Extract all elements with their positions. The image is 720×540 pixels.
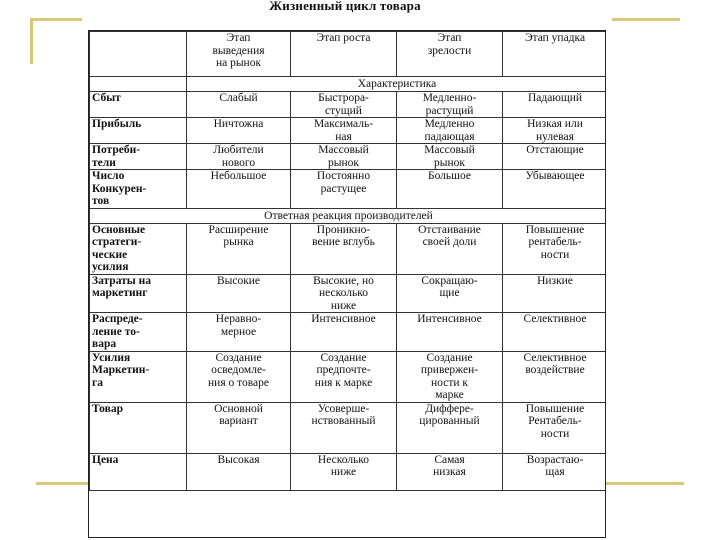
page-title: Жизненный цикл товара — [269, 0, 421, 13]
section-title-characteristics: Характеристика — [187, 77, 607, 92]
corner-decoration-bottom-right — [606, 482, 684, 485]
table-cell: Высокие — [187, 274, 291, 313]
header-cell-decline: Этап упадка — [503, 32, 607, 77]
table-cell: Создание привержен- ности к марке — [397, 351, 503, 402]
table-row — [90, 351, 607, 402]
table-cell: Массовый рынок — [291, 144, 397, 170]
header-row — [90, 32, 607, 77]
table-cell: Медленно- растущий — [397, 92, 503, 118]
table-row — [90, 92, 607, 118]
table-cell: Низкие — [503, 274, 607, 313]
table-cell: Низкая или нулевая — [503, 118, 607, 144]
row-label: Распреде- ление то- вара — [90, 313, 187, 352]
table-cell: Высокая — [187, 453, 291, 490]
table-cell: Ничтожна — [187, 118, 291, 144]
table-cell: Проникно- вение вглубь — [291, 223, 397, 274]
section-title-producer-response: Ответная реакция производителей — [90, 208, 607, 223]
table-cell: Постоянно растущее — [291, 170, 397, 209]
table-cell: Повышение Рентабель- ности — [503, 402, 607, 453]
header-cell-introduction: Этап выведения на рынок — [187, 32, 291, 77]
table-cell: Несколько ниже — [291, 453, 397, 490]
table-cell: Основной вариант — [187, 402, 291, 453]
row-label: Потреби- тели — [90, 144, 187, 170]
corner-decoration-top-right — [612, 18, 680, 21]
table-cell: Расширение рынка — [187, 223, 291, 274]
table-cell: Слабый — [187, 92, 291, 118]
table-cell: Неравно- мерное — [187, 313, 291, 352]
table-row — [90, 453, 607, 490]
table-cell: Создание предпочте- ния к марке — [291, 351, 397, 402]
section-row-characteristics — [90, 77, 607, 92]
section-empty-cell — [90, 77, 187, 92]
table-cell: Падающий — [503, 92, 607, 118]
row-label: Основные стратеги- ческие усилия — [90, 223, 187, 274]
table-cell: Самая низкая — [397, 453, 503, 490]
table-cell: Селективное воздействие — [503, 351, 607, 402]
table-cell: Интенсивное — [291, 313, 397, 352]
table-cell: Высокие, но несколько ниже — [291, 274, 397, 313]
table-cell: Селективное — [503, 313, 607, 352]
table-row — [90, 144, 607, 170]
row-label: Товар — [90, 402, 187, 453]
header-corner-cell — [90, 32, 187, 77]
table-row — [90, 170, 607, 209]
header-cell-maturity: Этап зрелости — [397, 32, 503, 77]
section-row-producer-response — [90, 208, 607, 223]
row-label: Число Конкурен- тов — [90, 170, 187, 209]
table-cell: Небольшое — [187, 170, 291, 209]
table-cell: Интенсивное — [397, 313, 503, 352]
row-label: Сбыт — [90, 92, 187, 118]
table-cell: Диффере- цированный — [397, 402, 503, 453]
row-label: Затраты на маркетинг — [90, 274, 187, 313]
table-cell: Сокращаю- щие — [397, 274, 503, 313]
table-row — [90, 223, 607, 274]
table-cell: Большое — [397, 170, 503, 209]
table-cell: Массовый рынок — [397, 144, 503, 170]
table-cell: Быстрора- стущий — [291, 92, 397, 118]
table-cell: Медленно падающая — [397, 118, 503, 144]
table-row — [90, 402, 607, 453]
table-cell: Усоверше- нствованный — [291, 402, 397, 453]
lifecycle-table-container — [88, 30, 606, 538]
row-label: Усилия Маркетин- га — [90, 351, 187, 402]
row-label: Цена — [90, 453, 187, 490]
table-row — [90, 118, 607, 144]
table-row — [90, 274, 607, 313]
table-cell: Повышение рентабель- ности — [503, 223, 607, 274]
table-cell: Максималь- ная — [291, 118, 397, 144]
table-cell: Убывающее — [503, 170, 607, 209]
table-cell: Любители нового — [187, 144, 291, 170]
lifecycle-table — [89, 31, 606, 491]
table-cell: Отстающие — [503, 144, 607, 170]
table-cell: Создание осведомле- ния о товаре — [187, 351, 291, 402]
corner-decoration-top-left-horizontal — [30, 18, 82, 21]
table-row — [90, 313, 607, 352]
table-cell: Возрастаю- щая — [503, 453, 607, 490]
header-cell-growth: Этап роста — [291, 32, 397, 77]
corner-decoration-bottom-left — [36, 482, 88, 485]
table-cell: Отстаивание своей доли — [397, 223, 503, 274]
row-label: Прибыль — [90, 118, 187, 144]
corner-decoration-top-left-vertical — [30, 18, 33, 64]
